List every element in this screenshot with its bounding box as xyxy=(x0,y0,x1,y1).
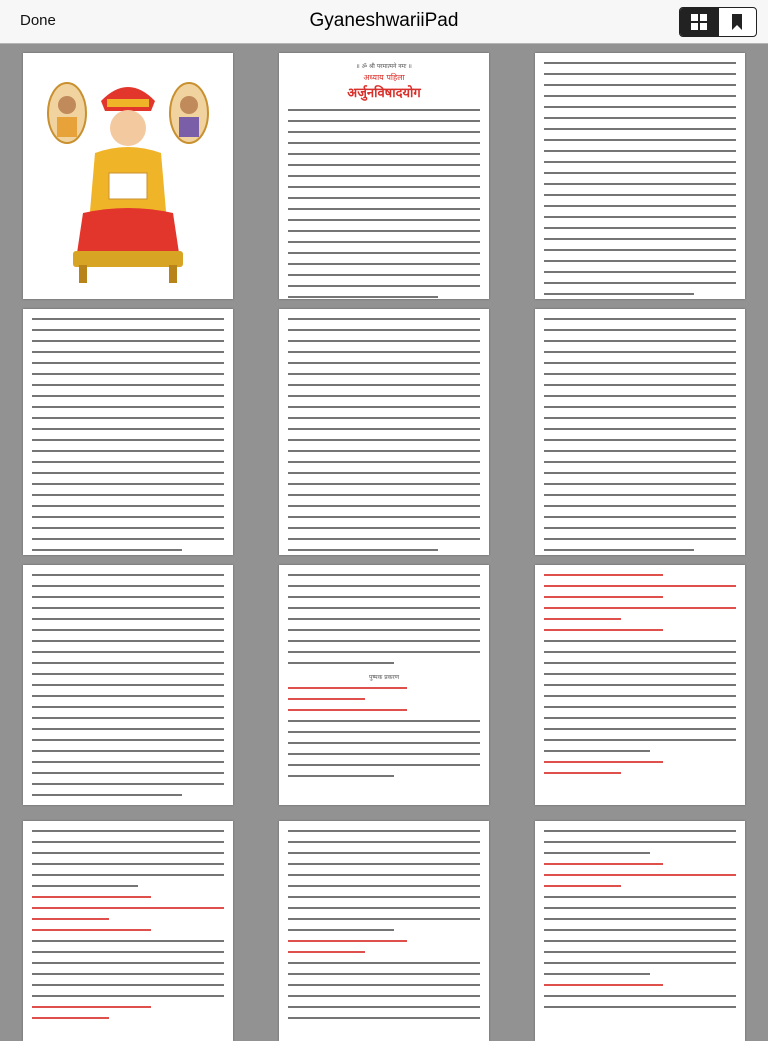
page-thumbnail-5[interactable] xyxy=(279,309,489,555)
page-thumbnail-10[interactable] xyxy=(23,821,233,1041)
navigation-bar xyxy=(0,0,768,44)
page-thumbnail-6[interactable] xyxy=(535,309,745,555)
bookmark-icon xyxy=(731,14,743,30)
chapter-title: अर्जुनविषादयोग xyxy=(347,86,421,101)
grid-icon xyxy=(691,14,707,30)
page-thumbnail-9[interactable] xyxy=(535,565,745,805)
page-thumbnail-3[interactable] xyxy=(535,53,745,299)
page-thumbnail-12[interactable] xyxy=(535,821,745,1041)
page-thumbnail-1[interactable] xyxy=(23,53,233,299)
invocation-header: ॥ ॐ श्री परमात्मने नमः ॥ xyxy=(356,63,412,70)
chapter-number: अध्याय पहिला xyxy=(363,73,405,82)
cover-illustration xyxy=(23,53,233,289)
section-header: पुष्पक प्रकरण xyxy=(368,674,400,681)
page-thumbnail-11[interactable] xyxy=(279,821,489,1041)
page-thumbnail-8[interactable] xyxy=(279,565,489,805)
bookmark-view-button[interactable] xyxy=(718,8,757,36)
done-button[interactable]: Done xyxy=(20,12,56,29)
page-thumbnail-7[interactable] xyxy=(23,565,233,805)
view-toggle xyxy=(679,7,757,37)
page-thumbnail-2[interactable] xyxy=(279,53,489,299)
page-thumbnail-grid xyxy=(0,45,768,1024)
app-title: GyaneshwariiPad xyxy=(309,10,459,31)
page-thumbnail-4[interactable] xyxy=(23,309,233,555)
grid-view-button[interactable] xyxy=(680,8,718,36)
